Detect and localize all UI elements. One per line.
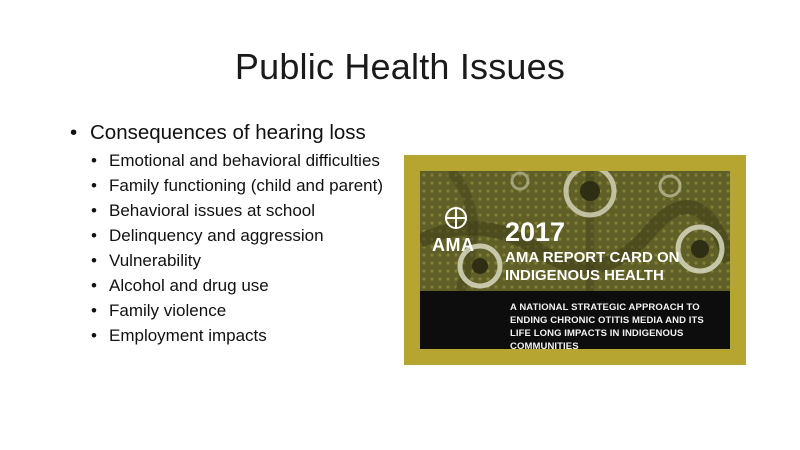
bullet-list (70, 120, 400, 350)
sub-bullet-item: • Delinquency and aggression (91, 225, 400, 247)
report-heading-line2: INDIGENOUS HEALTH (505, 267, 664, 284)
sub-bullet-item: • Behavioral issues at school (91, 200, 400, 222)
sub-bullet-item: • Alcohol and drug use (91, 275, 400, 297)
bullet-main: • Consequences of hearing loss (70, 120, 400, 146)
sub-bullet-item: • Family functioning (child and parent) (91, 175, 400, 197)
sub-bullet-item: • Employment impacts (91, 325, 400, 347)
sub-bullet-item: • Emotional and behavioral difficulties (91, 150, 400, 172)
slide-title: Public Health Issues (234, 46, 566, 87)
sub-bullet-list (70, 150, 400, 347)
sub-bullet-item: • Family violence (91, 300, 400, 322)
report-subtitle: A NATIONAL STRATEGIC APPROACH TO ENDING CHRONIC OTITIS MEDIA AND ITS LIFE LONG IMPACTS IN INDIGENOUS COMMUNITIES (510, 302, 704, 352)
ama-logo-text: AMA (432, 235, 475, 255)
sub-bullet-item: • Vulnerability (91, 250, 400, 272)
report-heading-line1: AMA REPORT CARD ON (505, 249, 680, 266)
report-year: 2017 (505, 217, 566, 247)
report-card-image (404, 155, 746, 365)
